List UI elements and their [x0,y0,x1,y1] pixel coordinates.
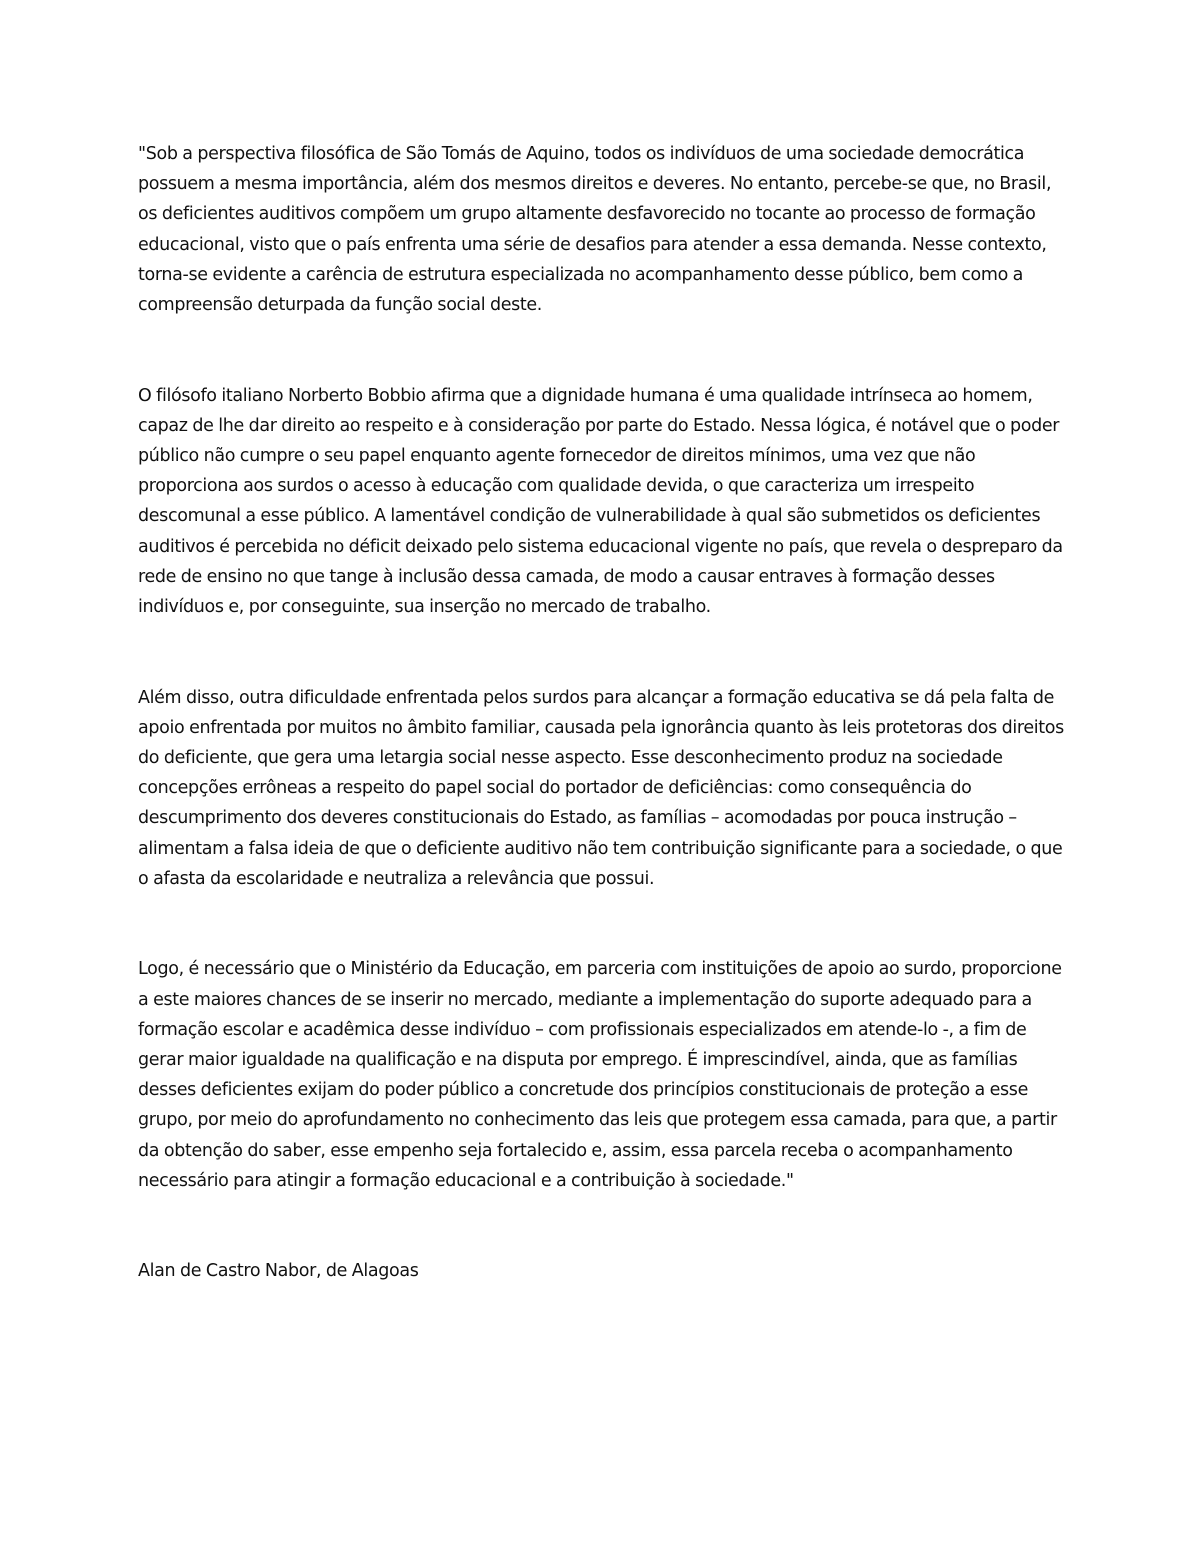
paragraph-development-1: O filósofo italiano Norberto Bobbio afirma que a dignidade humana é uma qualidade intrínseca ao homem, capaz de lhe dar direito ao respeito e à consideração por parte do Estado. Nessa lógica, é notável que o poder público não cumpre o seu papel enquanto agente fornecedor de direitos mínimos, uma vez que não proporciona aos surdos o acesso à educação com qualidade devida, o que caracteriza um irrespeito descomunal a esse público. A lamentável condição de vulnerabilidade à qual são submetidos os deficientes auditivos é percebida no déficit deixado pelo sistema educacional vigente no país, que revela o despreparo da rede de ensino no que tange à inclusão dessa camada, de modo a causar entraves à formação desses indivíduos e, por conseguinte, sua inserção no mercado de trabalho. [138,385,1063,618]
paragraph-development-2: Além disso, outra dificuldade enfrentada pelos surdos para alcançar a formação educativa se dá pela falta de apoio enfrentada por muitos no âmbito familiar, causada pela ignorância quanto às leis protetoras dos direitos do deficiente, que gera uma letargia social nesse aspecto. Esse desconhecimento produz na sociedade concepções errôneas a respeito do papel social do portador de deficiências: como consequência do descumprimento dos deveres constitucionais do Estado, as famílias – acomodadas por pouca instrução – alimentam a falsa ideia de que o deficiente auditivo não tem contribuição significante para a sociedade, o que o afasta da escolaridade e neutraliza a relevância que possui. [138,687,1064,889]
author-signature: Alan de Castro Nabor, de Alagoas [138,1261,419,1282]
paragraph-introduction: "Sob a perspectiva filosófica de São Tomás de Aquino, todos os indivíduos de uma sociedade democrática possuem a mesma importância, além dos mesmos direitos e deveres. No entanto, percebe-se que, no Brasil, os deficientes auditivos compõem um grupo altamente desfavorecido no tocante ao processo de formação educacional, visto que o país enfrenta uma série de desafios para atender a essa demanda. Nesse contexto, torna-se evidente a carência de estrutura especializada no acompanhamento desse público, bem como a compreensão deturpada da função social deste. [138,144,1052,316]
paragraph-conclusion: Logo, é necessário que o Ministério da Educação, em parceria com instituições de apoio ao surdo, proporcione a este maiores chances de se inserir no mercado, mediante a implementação do suporte adequado para a formação escolar e acadêmica desse indivíduo – com profissionais especializados em atende-lo -, a fim de gerar maior igualdade na qualificação e na disputa por emprego. É imprescindível, ainda, que as famílias desses deficientes exijam do poder público a concretude dos princípios constitucionais de proteção a esse grupo, por meio do aprofundamento no conhecimento das leis que protegem essa camada, para que, a partir da obtenção do saber, esse empenho seja fortalecido e, assim, essa parcela receba o acompanhamento necessário para atingir a formação educacional e a contribuição à sociedade." [138,959,1062,1191]
document-body [138,139,1073,1287]
